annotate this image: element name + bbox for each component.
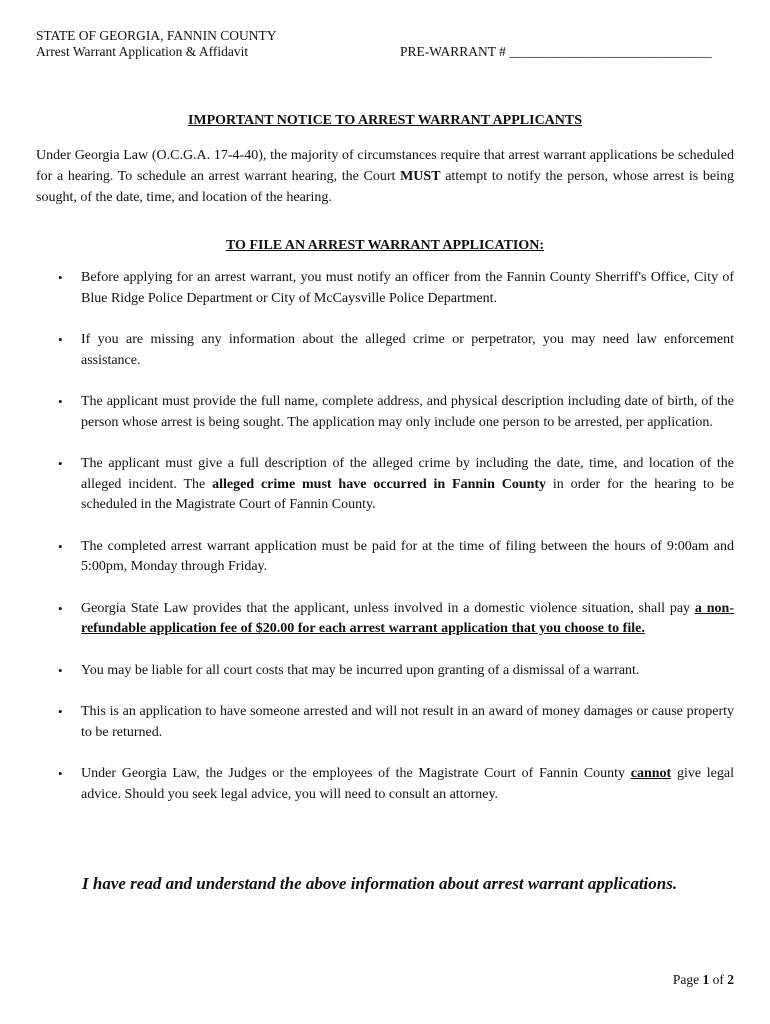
list-item xyxy=(36,268,734,309)
header-form-title: Arrest Warrant Application & Affidavit xyxy=(36,44,249,59)
list-item-bold: alleged crime must have occurred in Fannin County xyxy=(212,476,547,492)
list-item-text: The applicant must give a full description of the alleged crime by including the date, time, and location of the alleged incident. The xyxy=(81,456,734,492)
intro-paragraph xyxy=(36,145,734,208)
list-item xyxy=(36,454,734,516)
pre-warrant-number: PRE-WARRANT # ______________________________ xyxy=(400,44,712,59)
page-number: 1 xyxy=(702,972,710,987)
list-item-text: You may be liable for all court costs that may be incurred upon granting of a dismissal of a warrant. xyxy=(81,662,640,678)
page-label: Page xyxy=(672,972,703,987)
list-item-text: If you are missing any information about the alleged crime or perpetrator, you may need law enforcement assistance. xyxy=(81,332,734,368)
bullet-icon: • xyxy=(58,766,63,781)
list-item xyxy=(36,537,734,578)
bullet-icon: • xyxy=(58,704,63,719)
list-item xyxy=(36,661,734,682)
notice-title: IMPORTANT NOTICE TO ARREST WARRANT APPLICANTS xyxy=(187,113,583,128)
bullet-icon: • xyxy=(58,394,63,409)
file-title: TO FILE AN ARREST WARRANT APPLICATION: xyxy=(225,238,545,253)
affirmation-statement: I have read and understand the above information about arrest warrant applications. xyxy=(82,874,678,893)
bullet-icon: • xyxy=(58,538,63,554)
list-item xyxy=(36,599,734,640)
list-item xyxy=(36,330,734,371)
page-footer xyxy=(673,972,734,988)
intro-bold: MUST xyxy=(400,169,441,184)
list-item-text: Under Georgia Law, the Judges or the employees of the Magistrate Court of Fannin County xyxy=(81,766,631,781)
list-item-text: The completed arrest warrant application must be paid for at the time of filing between the hours of 9:00am and 5:00pm, Monday through Friday. xyxy=(81,538,734,574)
list-item-text: Before applying for an arrest warrant, you must notify an officer from the Fannin County Sherriff's Office, City of Blue Ridge Police Department or City of McCaysville Police Department. xyxy=(81,270,734,306)
intro-text-2: attempt to notify the person, whose arrest is being sought, of the date, time, and location of the hearing. xyxy=(36,169,734,205)
page-total: 2 xyxy=(727,972,734,987)
list-item xyxy=(36,702,734,743)
instruction-list xyxy=(36,268,734,826)
list-item-text: This is an application to have someone arrested and will not result in an award of money damages or cause property to be returned. xyxy=(81,704,734,740)
bullet-icon: • xyxy=(58,332,63,347)
header-county: STATE OF GEORGIA, FANNIN COUNTY xyxy=(36,28,277,43)
list-item-text: The applicant must provide the full name, complete address, and physical description including date of birth, of the person whose arrest is being sought. The application may only include one person to be arrested, per application. xyxy=(81,394,734,430)
bullet-icon: • xyxy=(58,600,63,616)
list-item xyxy=(36,392,734,433)
header-left xyxy=(36,28,277,60)
bullet-icon: • xyxy=(58,662,63,678)
bullet-icon: • xyxy=(58,456,63,471)
list-item xyxy=(36,764,734,805)
list-item-bold: cannot xyxy=(630,766,672,781)
page-of-label: of xyxy=(709,972,728,987)
bullet-icon: • xyxy=(58,270,63,285)
intro-text-1: Under Georgia Law (O.C.G.A. 17-4-40), the majority of circumstances require that arrest warrant applications be scheduled for a hearing. To schedule an arrest warrant hearing, the Court xyxy=(36,148,734,184)
list-item-text: give legal advice. Should you seek legal advice, you will need to consult an attorney. xyxy=(81,766,735,802)
list-item-text: in order for the hearing to be scheduled in the Magistrate Court of Fannin County. xyxy=(81,476,734,512)
list-item-bold: a non-refundable application fee of $20.00 for each arrest warrant application that you choose to file. xyxy=(81,600,735,636)
list-item-text: Georgia State Law provides that the applicant, unless involved in a domestic violence situation, shall pay xyxy=(81,600,695,616)
